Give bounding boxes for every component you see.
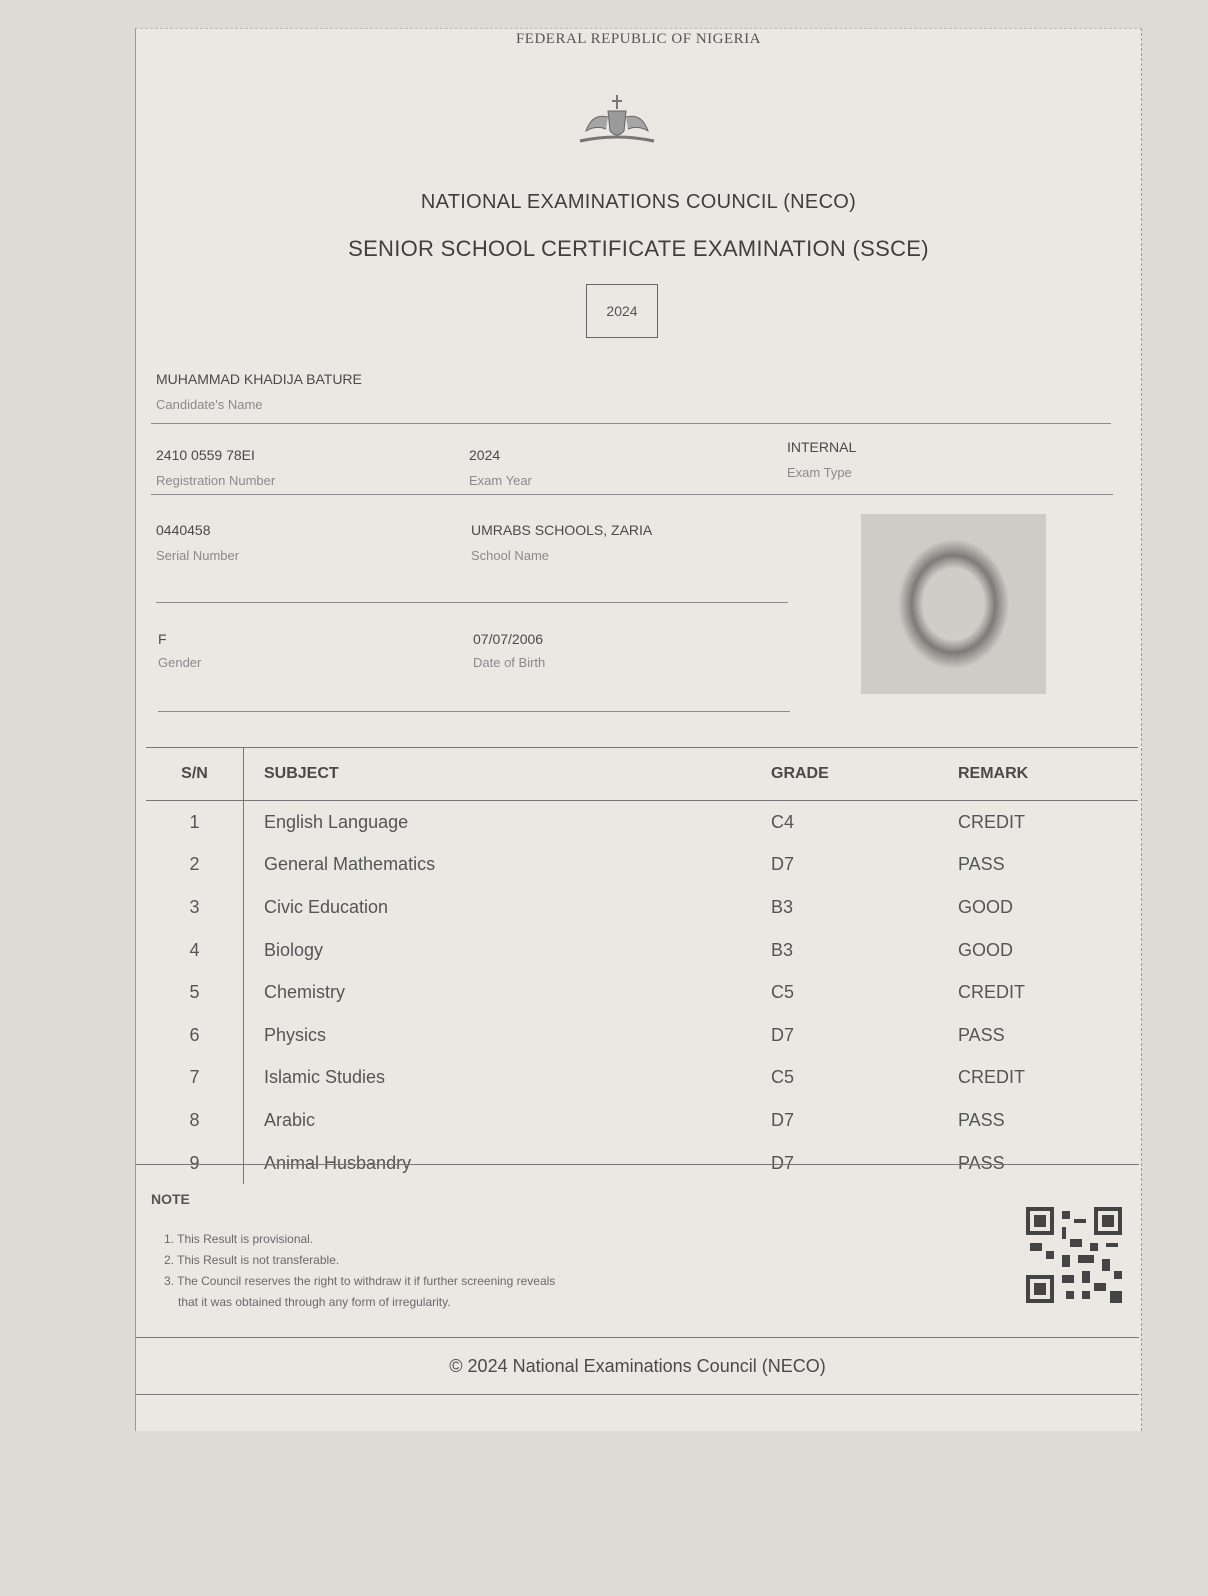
row-remark: PASS	[958, 1024, 1005, 1045]
table-row	[146, 971, 1138, 1014]
note-item: 3. The Council reserves the right to withdraw it if further screening reveals	[164, 1274, 556, 1288]
header-grade: GRADE	[770, 748, 957, 801]
row-remark: PASS	[958, 854, 1005, 875]
divider	[151, 494, 1113, 495]
table-row	[146, 929, 1138, 972]
gender: F	[158, 631, 167, 647]
row-grade: B3	[771, 896, 794, 917]
row-sn: 3	[146, 886, 244, 929]
row-subject: Civic Education	[264, 896, 389, 917]
row-grade: D7	[771, 1109, 795, 1130]
note-section	[136, 1164, 1139, 1350]
divider	[151, 423, 1111, 424]
row-subject: Chemistry	[264, 982, 346, 1003]
row-subject: General Mathematics	[264, 854, 436, 875]
header-sn: S/N	[146, 748, 244, 801]
candidate-name-label: Candidate's Name	[156, 397, 263, 412]
row-sn: 5	[146, 971, 244, 1014]
exam-type-label: Exam Type	[787, 465, 852, 480]
exam-type: INTERNAL	[787, 439, 857, 455]
republic-heading: FEDERAL REPUBLIC OF NIGERIA	[515, 31, 762, 47]
results-table	[146, 747, 1138, 1184]
divider	[158, 711, 790, 712]
row-grade: D7	[771, 1152, 795, 1173]
serial-number: 0440458	[156, 522, 211, 538]
row-subject: Arabic	[264, 1109, 316, 1130]
note-item: 1. This Result is provisional.	[164, 1232, 314, 1246]
note-item: 2. This Result is not transferable.	[164, 1253, 340, 1267]
row-subject: Physics	[264, 1024, 327, 1045]
table-row	[146, 1057, 1138, 1100]
row-remark: GOOD	[958, 939, 1014, 960]
row-remark: PASS	[958, 1152, 1005, 1173]
results-header-row	[146, 748, 1138, 801]
table-row	[146, 844, 1138, 887]
row-sn: 2	[146, 844, 244, 887]
table-row	[146, 1099, 1138, 1142]
result-slip	[135, 28, 1142, 1431]
table-row	[146, 801, 1138, 844]
gender-label: Gender	[158, 655, 202, 670]
divider	[156, 602, 788, 603]
row-sn: 1	[146, 801, 244, 844]
table-row	[146, 886, 1138, 929]
registration-label: Registration Number	[156, 473, 276, 488]
date-of-birth: 07/07/2006	[473, 631, 544, 647]
registration-number: 2410 0559 78EI	[156, 447, 255, 463]
table-row	[146, 1014, 1138, 1057]
row-grade: C4	[771, 811, 795, 832]
qr-code-icon	[1026, 1207, 1122, 1303]
row-sn: 7	[146, 1057, 244, 1100]
row-subject: Animal Husbandry	[264, 1152, 412, 1173]
row-sn: 6	[146, 1014, 244, 1057]
exam-title: SENIOR SCHOOL CERTIFICATE EXAMINATION (SSCE)	[348, 236, 929, 261]
copyright: © 2024 National Examinations Council (NECO)	[449, 1356, 826, 1376]
row-subject: Biology	[264, 939, 324, 960]
row-grade: D7	[771, 854, 795, 875]
row-remark: CREDIT	[958, 811, 1025, 832]
note-item: that it was obtained through any form of irregularity.	[178, 1295, 451, 1309]
row-subject: Islamic Studies	[264, 1067, 386, 1088]
row-grade: D7	[771, 1024, 795, 1045]
row-remark: PASS	[958, 1109, 1005, 1130]
row-grade: B3	[771, 939, 794, 960]
row-remark: CREDIT	[958, 1067, 1025, 1088]
row-subject: English Language	[264, 811, 409, 832]
row-sn: 4	[146, 929, 244, 972]
serial-label: Serial Number	[156, 548, 240, 563]
note-title: NOTE	[151, 1191, 190, 1207]
row-remark: CREDIT	[958, 982, 1025, 1003]
school-name-label: School Name	[471, 548, 550, 563]
date-of-birth-label: Date of Birth	[473, 655, 546, 670]
row-sn: 8	[146, 1099, 244, 1142]
exam-year-label: Exam Year	[469, 473, 532, 488]
row-remark: GOOD	[958, 896, 1014, 917]
candidate-name: MUHAMMAD KHADIJA BATURE	[156, 371, 362, 387]
row-grade: C5	[771, 1067, 795, 1088]
row-grade: C5	[771, 982, 795, 1003]
council-title: NATIONAL EXAMINATIONS COUNCIL (NECO)	[420, 191, 857, 213]
footer	[136, 1337, 1139, 1395]
exam-year: 2024	[469, 447, 501, 463]
candidate-photo	[861, 514, 1046, 694]
row-sn: 9	[146, 1142, 244, 1185]
coat-of-arms-icon	[572, 91, 662, 151]
header-subject: SUBJECT	[244, 748, 771, 801]
year-box: 2024	[586, 284, 658, 338]
school-name: UMRABS SCHOOLS, ZARIA	[471, 522, 653, 538]
note-list	[164, 1229, 555, 1313]
header-remark: REMARK	[957, 748, 1138, 801]
